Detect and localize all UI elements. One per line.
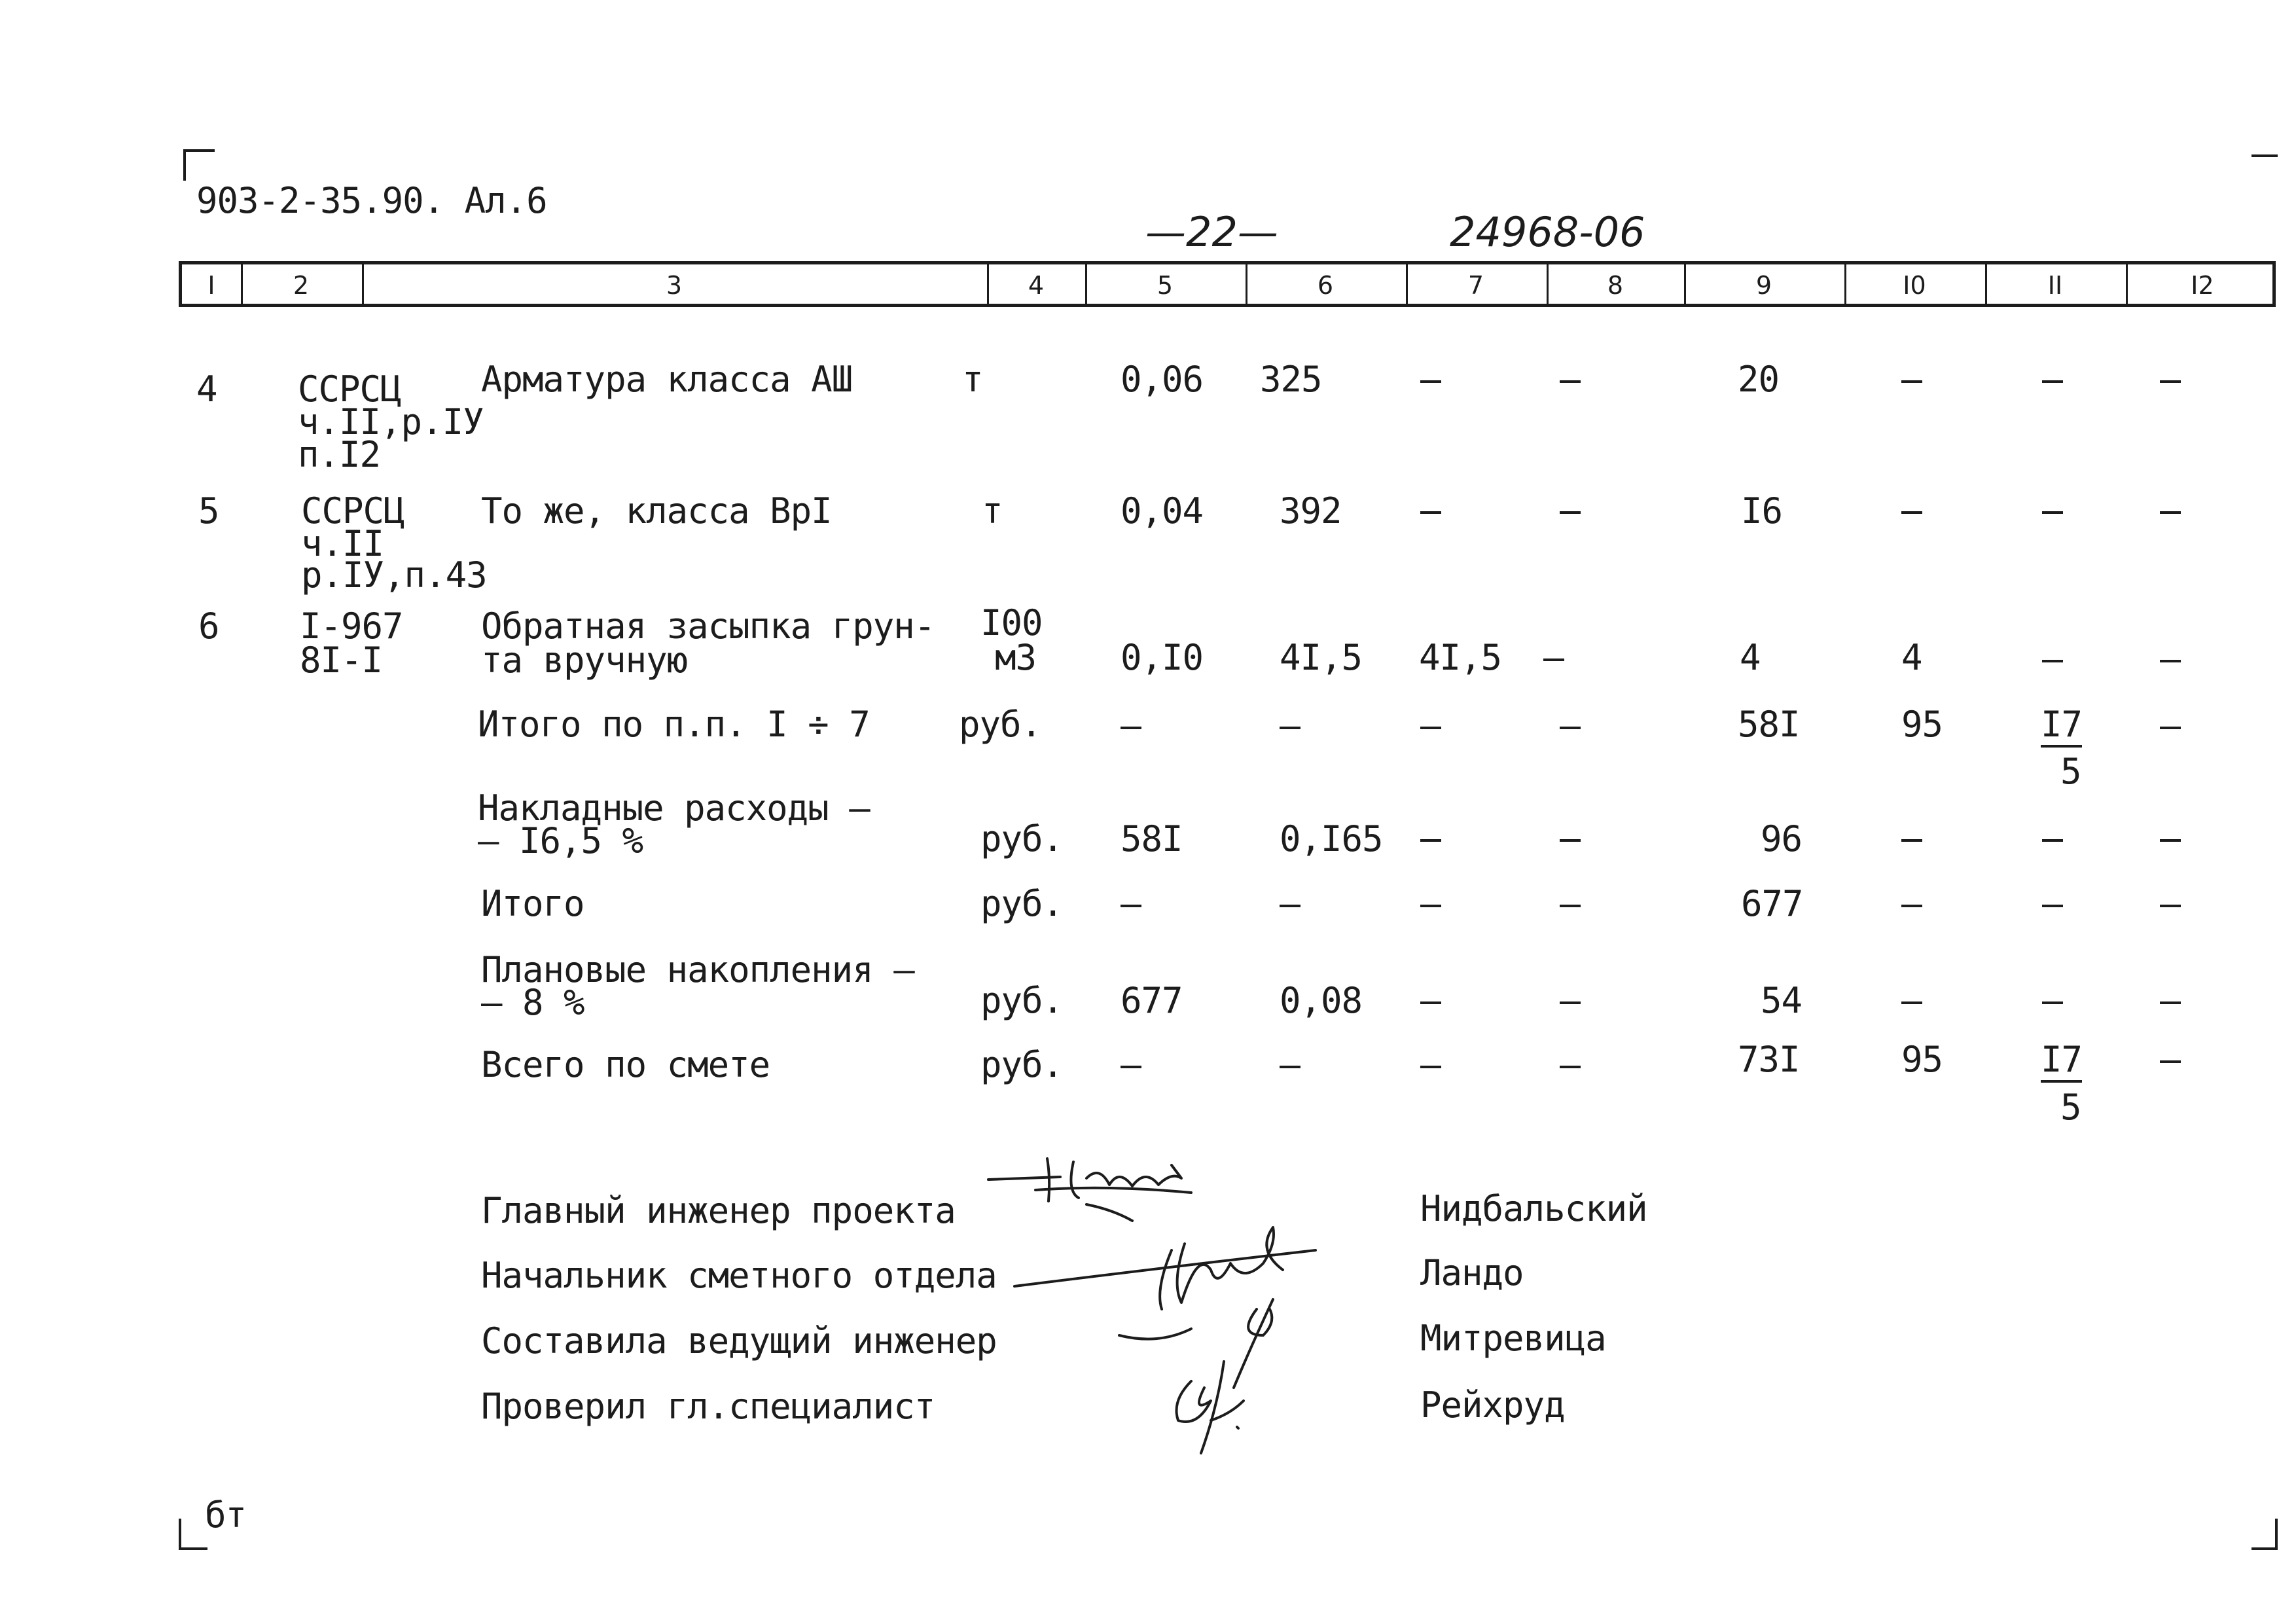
row-5-basis-line-2: ч.II xyxy=(301,523,384,564)
row-5-col11-dash xyxy=(2042,511,2063,514)
total-items-col10: 95 xyxy=(1901,704,1943,745)
row-5-basis-line-1: ССРСЦ xyxy=(301,490,404,532)
total-items-col8-dash xyxy=(1560,727,1581,729)
row-4-col10-dash xyxy=(1901,380,1922,383)
subtotal-col5-dash xyxy=(1121,905,1141,907)
grand-total-col11-top: I7 xyxy=(2041,1042,2082,1083)
total-items-col7-dash xyxy=(1420,727,1441,729)
subtotal-label: Итого xyxy=(481,883,584,924)
signature-name-chief-engineer: Нидбальский xyxy=(1420,1188,1647,1229)
planned-savings-col5: 677 xyxy=(1121,980,1183,1021)
grand-total-col12-dash xyxy=(2160,1060,2181,1063)
subtotal-col11-dash xyxy=(2042,905,2063,907)
grand-total-col7-dash xyxy=(1420,1066,1441,1068)
planned-savings-col10-dash xyxy=(1901,1001,1922,1004)
row-4-col8-dash xyxy=(1560,380,1581,383)
overhead-col6: 0,I65 xyxy=(1280,818,1383,859)
planned-savings-col9: 54 xyxy=(1761,980,1803,1021)
row-4-unit: т xyxy=(962,359,983,400)
document-number: 24968-06 xyxy=(1450,208,1645,256)
row-6-basis-line-1: I-967 xyxy=(300,605,403,647)
row-6-name-line-1: Обратная засыпка грун- xyxy=(481,605,935,647)
signature-name-estimate-head: Ландо xyxy=(1420,1252,1524,1293)
planned-savings-label-line-2: – 8 % xyxy=(481,982,584,1023)
row-5-basis-line-3: р.IУ,п.43 xyxy=(301,554,487,596)
footer-mark: бт xyxy=(205,1494,247,1536)
row-6-col12-dash xyxy=(2160,660,2181,662)
overhead-col8-dash xyxy=(1560,839,1581,842)
column-header-12: I2 xyxy=(2191,271,2214,300)
column-header-11: II xyxy=(2047,271,2063,300)
subtotal-col10-dash xyxy=(1901,905,1922,907)
signature-role-chief-engineer: Главный инженер проекта xyxy=(481,1190,956,1231)
row-4-basis-line-3: п.I2 xyxy=(298,434,381,475)
total-items-unit: руб. xyxy=(959,704,1042,745)
subtotal-col7-dash xyxy=(1420,905,1441,907)
grand-total-col10: 95 xyxy=(1901,1039,1943,1080)
corner-top-right xyxy=(2251,154,2278,157)
overhead-col11-dash xyxy=(2042,839,2063,842)
row-5-col5: 0,04 xyxy=(1121,490,1204,532)
column-header-1: I xyxy=(207,271,215,300)
signature-role-lead-engineer: Составила ведущий инженер xyxy=(481,1320,997,1362)
planned-savings-col7-dash xyxy=(1420,1001,1441,1004)
subtotal-col12-dash xyxy=(2160,905,2181,907)
planned-savings-col8-dash xyxy=(1560,1001,1581,1004)
row-6-col8-dash xyxy=(1543,659,1564,661)
row-6-unit-line-1: I00 xyxy=(980,602,1043,643)
row-5-col7-dash xyxy=(1420,511,1441,514)
row-5-col8-dash xyxy=(1560,511,1581,514)
handwritten-signatures xyxy=(975,1139,1401,1479)
subtotal-col6-dash xyxy=(1280,905,1300,907)
grand-total-col9: 73I xyxy=(1738,1039,1800,1080)
overhead-label-line-1: Накладные расходы – xyxy=(478,787,870,829)
overhead-col10-dash xyxy=(1901,839,1922,842)
column-header-3: 3 xyxy=(666,271,683,300)
document-code: 903-2-35.90. Ал.6 xyxy=(196,180,547,221)
row-6-basis-line-2: 8I-I xyxy=(300,640,383,681)
row-5-unit: т xyxy=(982,490,1003,532)
corner-top-left xyxy=(183,149,215,181)
column-header-9: 9 xyxy=(1755,271,1772,300)
row-4-name: Арматура класса АШ xyxy=(481,359,853,400)
grand-total-unit: руб. xyxy=(980,1044,1064,1085)
row-4-col11-dash xyxy=(2042,380,2063,383)
total-items-col11-top: I7 xyxy=(2041,707,2082,748)
total-items-col6-dash xyxy=(1280,727,1300,729)
row-6-col5: 0,I0 xyxy=(1121,637,1204,678)
subtotal-col8-dash xyxy=(1560,905,1581,907)
overhead-unit: руб. xyxy=(980,818,1064,859)
column-header-2: 2 xyxy=(293,271,310,300)
column-header-5: 5 xyxy=(1157,271,1174,300)
signature-name-lead-engineer: Митревица xyxy=(1420,1318,1606,1359)
row-4-col12-dash xyxy=(2160,380,2181,383)
planned-savings-label-line-1: Плановые накопления – xyxy=(481,949,914,990)
row-6-col7: 4I,5 xyxy=(1419,637,1502,678)
overhead-col9: 96 xyxy=(1761,818,1803,859)
row-4-basis-line-2: ч.II,р.IУ xyxy=(298,401,484,442)
page-number: —22— xyxy=(1145,208,1278,256)
signature-role-estimate-head: Начальник сметного отдела xyxy=(481,1255,997,1296)
planned-savings-col6: 0,08 xyxy=(1280,980,1363,1021)
row-4-number: 4 xyxy=(196,369,217,410)
row-5-name: То же, класса ВрI xyxy=(481,490,832,532)
subtotal-unit: руб. xyxy=(980,883,1064,924)
planned-savings-unit: руб. xyxy=(980,980,1064,1021)
total-items-col5-dash xyxy=(1121,727,1141,729)
row-5-col6: 392 xyxy=(1280,490,1342,532)
row-6-name-line-2: та вручную xyxy=(481,640,688,681)
row-5-number: 5 xyxy=(198,490,219,532)
column-header-8: 8 xyxy=(1607,271,1624,300)
row-4-col6: 325 xyxy=(1260,359,1322,400)
row-4-col5: 0,06 xyxy=(1121,359,1204,400)
total-items-label: Итого по п.п. I ÷ 7 xyxy=(478,704,870,745)
subtotal-col9: 677 xyxy=(1741,883,1803,924)
overhead-label-line-2: – I6,5 % xyxy=(478,820,643,861)
grand-total-col5-dash xyxy=(1121,1066,1141,1068)
grand-total-col6-dash xyxy=(1280,1066,1300,1068)
row-6-col11-dash xyxy=(2042,660,2063,662)
row-6-col10: 4 xyxy=(1901,637,1922,678)
signature-role-checker: Проверил гл.специалист xyxy=(481,1386,935,1427)
overhead-col5: 58I xyxy=(1121,818,1183,859)
grand-total-col11-bottom: 5 xyxy=(2060,1087,2081,1128)
row-6-number: 6 xyxy=(198,605,219,647)
column-header-row xyxy=(179,261,2276,307)
grand-total-col8-dash xyxy=(1560,1066,1581,1068)
total-items-col11-bottom: 5 xyxy=(2060,751,2081,792)
row-4-col7-dash xyxy=(1420,380,1441,383)
grand-total-label: Всего по смете xyxy=(481,1044,770,1085)
row-6-col6: 4I,5 xyxy=(1280,637,1363,678)
signature-name-checker: Рейхруд xyxy=(1420,1384,1565,1426)
total-items-col9: 58I xyxy=(1738,704,1800,745)
corner-bottom-right xyxy=(2251,1519,2278,1550)
overhead-col12-dash xyxy=(2160,839,2181,842)
planned-savings-col11-dash xyxy=(2042,1001,2063,1004)
row-6-col9: 4 xyxy=(1740,637,1761,678)
planned-savings-col12-dash xyxy=(2160,1001,2181,1004)
column-header-7: 7 xyxy=(1467,271,1484,300)
row-5-col9: I6 xyxy=(1741,490,1783,532)
corner-bottom-left xyxy=(179,1519,207,1550)
column-header-10: I0 xyxy=(1903,271,1926,300)
row-4-col9: 20 xyxy=(1738,359,1780,400)
row-5-col12-dash xyxy=(2160,511,2181,514)
row-4-basis-line-1: ССРСЦ xyxy=(298,369,401,410)
row-5-col10-dash xyxy=(1901,511,1922,514)
total-items-col12-dash xyxy=(2160,727,2181,729)
row-6-unit-line-2: м3 xyxy=(995,637,1037,678)
column-header-6: 6 xyxy=(1317,271,1334,300)
overhead-col7-dash xyxy=(1420,839,1441,842)
column-header-4: 4 xyxy=(1028,271,1045,300)
